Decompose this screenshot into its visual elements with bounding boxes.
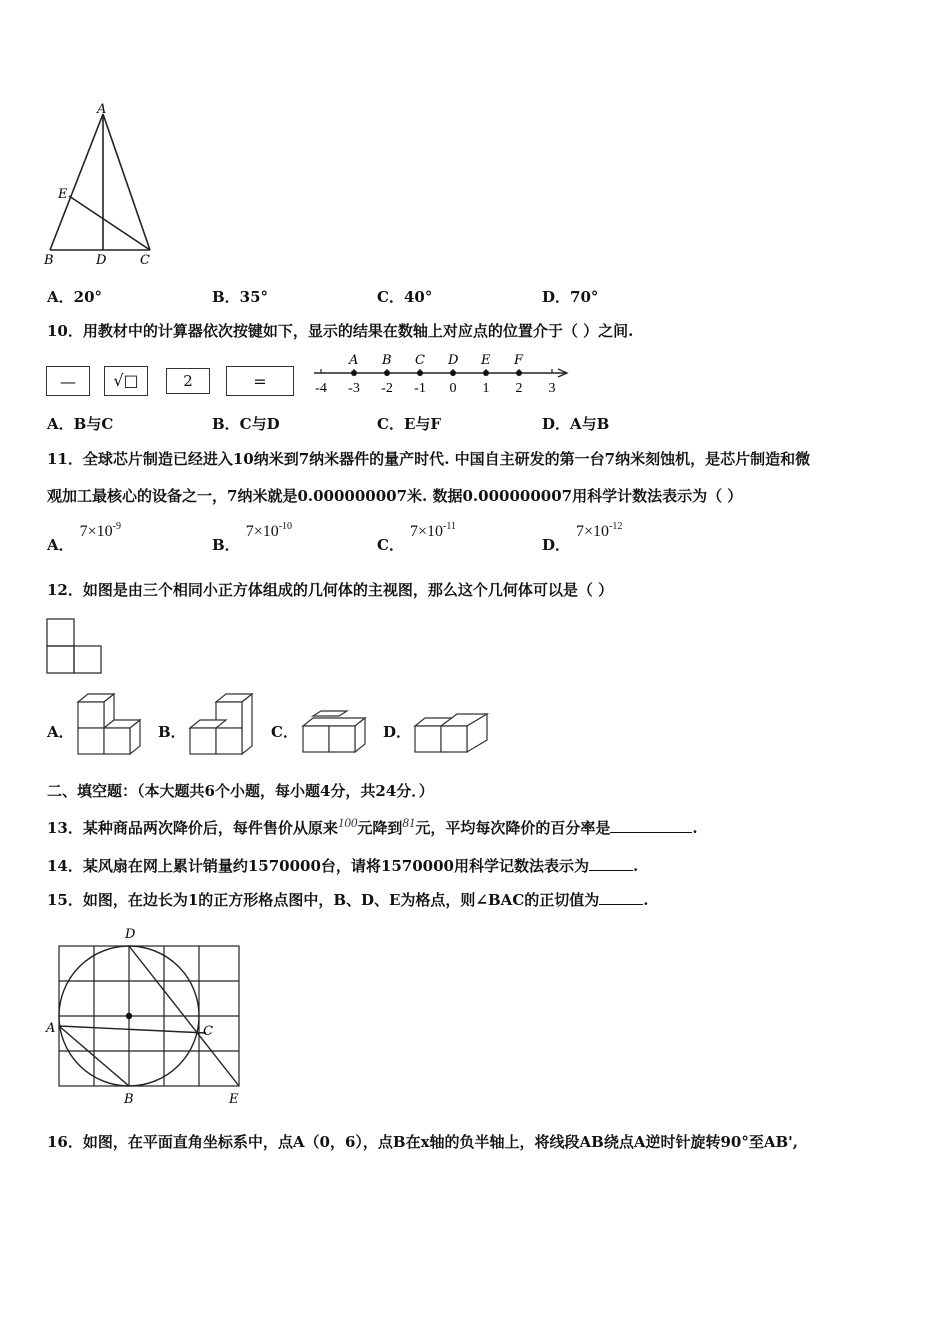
front-view-figure xyxy=(46,618,106,676)
point-a xyxy=(351,370,357,376)
q10-question: 10．用教材中的计算器依次按键如下，显示的结果在数轴上对应点的位置介于（ ）之间. xyxy=(47,322,634,340)
point-d-label: D xyxy=(96,253,107,268)
q12-option-d-label: D． xyxy=(383,723,412,741)
point-a-label: A xyxy=(349,353,359,368)
solid-d-figure xyxy=(411,710,493,762)
point-d-label: D xyxy=(125,927,136,942)
point-e-label: E xyxy=(229,1092,239,1107)
tick-label: -3 xyxy=(348,381,360,396)
q15-question: 15．如图，在边长为1的正方形格点图中，B、D、E为格点，则∠BAC的正切值为 . xyxy=(47,891,649,909)
circle-center xyxy=(126,1013,132,1019)
answer-blank xyxy=(589,856,633,871)
vertex-b-label: B xyxy=(44,253,54,268)
solid-c-figure xyxy=(299,710,371,762)
q11-option-c: C．$7\times 10^{-11}$ xyxy=(377,521,456,554)
q10-option-c: C．E与F xyxy=(377,415,442,433)
q10-option-d: D．A与B xyxy=(542,415,610,433)
q16-question: 16．如图，在平面直角坐标系中，点A（0，6），点B在x轴的负半轴上，将线段AB绕点A逆时针旋转90°至AB', xyxy=(47,1133,798,1151)
q9-option-d: D．70° xyxy=(542,288,599,306)
tick-label: 2 xyxy=(515,381,523,396)
q11-question-line1: 11．全球芯片制造已经进入10纳米到7纳米器件的量产时代. 中国自主研发的第一台7纳米刻蚀机，是芯片制造和微 xyxy=(47,450,811,468)
answer-blank xyxy=(610,818,692,833)
q13-question: 13．某种商品两次降价后，每件售价从原来100元降到81元，平均每次降价的百分率是 . xyxy=(47,815,698,837)
tick-label: 3 xyxy=(548,381,556,396)
triangle-figure xyxy=(40,100,170,270)
solid-b-figure xyxy=(186,692,256,762)
point-b-label: B xyxy=(382,353,392,368)
point-c xyxy=(417,370,423,376)
q9-option-b: B．35° xyxy=(212,288,269,306)
q11-option-b: B．$7\times 10^{-10}$ xyxy=(212,521,293,554)
vertex-c-label: C xyxy=(140,253,150,268)
new-price: 81 xyxy=(402,815,416,830)
q11-option-d: D．$7\times 10^{-12}$ xyxy=(542,521,623,554)
q10-option-a: A．B与C xyxy=(47,415,114,433)
point-a-label: A xyxy=(46,1021,56,1036)
point-e-label: E xyxy=(58,187,68,202)
point-e-label: E xyxy=(481,353,491,368)
q10-option-b: B．C与D xyxy=(212,415,280,433)
q12-option-b-label: B． xyxy=(158,723,186,741)
tick-label: -1 xyxy=(414,381,426,396)
point-f xyxy=(516,370,522,376)
point-d xyxy=(450,370,456,376)
solid-a-figure xyxy=(74,692,144,762)
q12-option-c-label: C． xyxy=(271,723,298,741)
q11-option-a: A．$7\times 10^{-9}$ xyxy=(47,521,122,554)
answer-blank xyxy=(599,890,643,905)
point-c-label: C xyxy=(415,353,425,368)
number-line-figure xyxy=(310,348,580,398)
tick-label: -2 xyxy=(381,381,393,396)
q11-question-line2: 观加工最核心的设备之一，7纳米就是0.000000007米. 数据0.000000007用科学计数法表示为（ ） xyxy=(47,487,743,505)
point-b-label: B xyxy=(124,1092,134,1107)
equals-key: = xyxy=(226,366,294,396)
point-e xyxy=(483,370,489,376)
q9-option-a: A．20° xyxy=(47,288,103,306)
section-title: 二、填空题：（本大题共6个小题，每小题4分，共24分．） xyxy=(47,782,434,800)
point-f-label: F xyxy=(514,353,524,368)
point-d-label: D xyxy=(448,353,459,368)
grid-circle-figure xyxy=(40,925,250,1107)
tick-label: 1 xyxy=(482,381,490,396)
q12-option-a-label: A． xyxy=(47,723,74,741)
two-key: 2 xyxy=(166,368,210,394)
minus-key: — xyxy=(46,366,90,396)
vertex-a-label: A xyxy=(97,102,107,117)
q12-question: 12．如图是由三个相同小正方体组成的几何体的主视图，那么这个几何体可以是（ ） xyxy=(47,581,614,599)
q9-option-c: C．40° xyxy=(377,288,433,306)
point-b xyxy=(384,370,390,376)
point-c-label: C xyxy=(203,1024,213,1039)
sqrt-key: √□ xyxy=(104,366,148,396)
tick-label: 0 xyxy=(449,381,457,396)
tick-label: -4 xyxy=(315,381,327,396)
q14-question: 14．某风扇在网上累计销量约1570000台，请将1570000用科学记数法表示为 . xyxy=(47,857,639,875)
original-price: 100 xyxy=(337,815,358,830)
